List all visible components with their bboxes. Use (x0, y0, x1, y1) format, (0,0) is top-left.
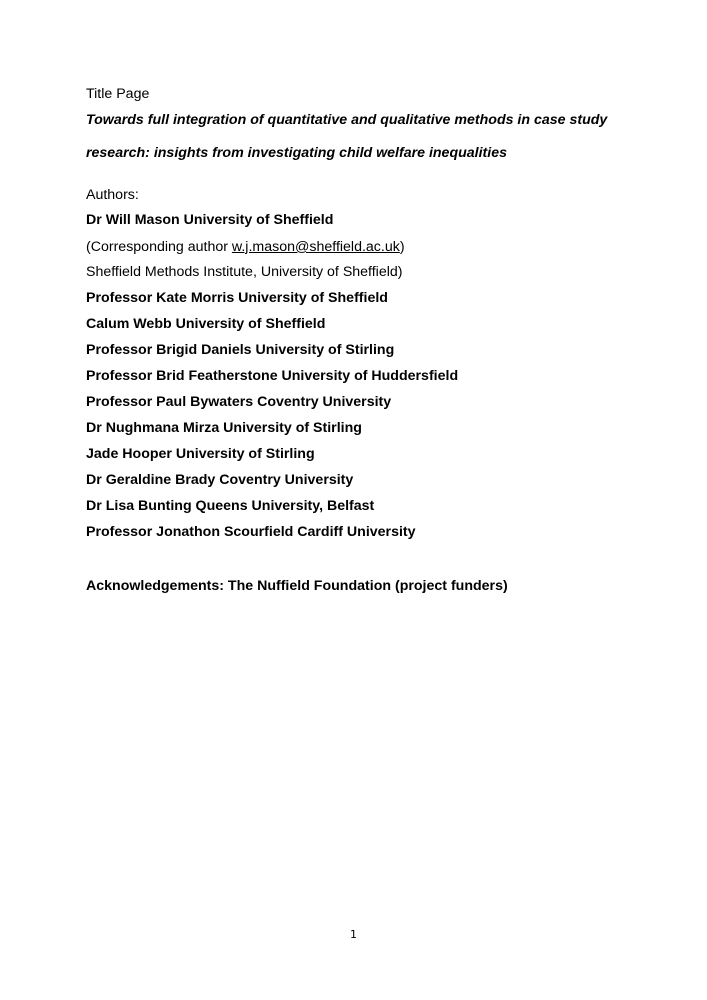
author-item: Professor Jonathon Scourfield Cardiff University (86, 524, 416, 540)
corresponding-prefix: (Corresponding author (86, 239, 232, 255)
author-item: Dr Geraldine Brady Coventry University (86, 472, 354, 488)
institute-line: Sheffield Methods Institute, University of Sheffield) (86, 264, 403, 280)
title-page-label: Title Page (86, 86, 150, 102)
author-item: Professor Kate Morris University of Sheffield (86, 290, 388, 306)
paper-title-line-1: Towards full integration of quantitative and qualitative methods in case study (86, 112, 608, 128)
author-email-link[interactable]: w.j.mason@sheffield.ac.uk (231, 239, 400, 255)
author-item: Professor Brid Featherstone University of Huddersfield (86, 368, 459, 384)
corresponding-author-line (86, 238, 405, 256)
author-item: Dr Lisa Bunting Queens University, Belfast (86, 498, 375, 514)
author-item: Jade Hooper University of Stirling (86, 446, 315, 462)
corresponding-suffix: ) (399, 239, 405, 255)
first-author: Dr Will Mason University of Sheffield (86, 212, 334, 228)
author-item: Calum Webb University of Sheffield (86, 316, 326, 332)
paper-title-line-2: research: insights from investigating child welfare inequalities (86, 145, 508, 161)
author-item: Professor Brigid Daniels University of Stirling (86, 342, 395, 358)
authors-label: Authors: (86, 187, 139, 203)
acknowledgements: Acknowledgements: The Nuffield Foundation (project funders) (86, 578, 508, 594)
author-item: Professor Paul Bywaters Coventry University (86, 394, 392, 410)
author-item: Dr Nughmana Mirza University of Stirling (86, 420, 362, 436)
page-number: 1 (350, 928, 357, 941)
